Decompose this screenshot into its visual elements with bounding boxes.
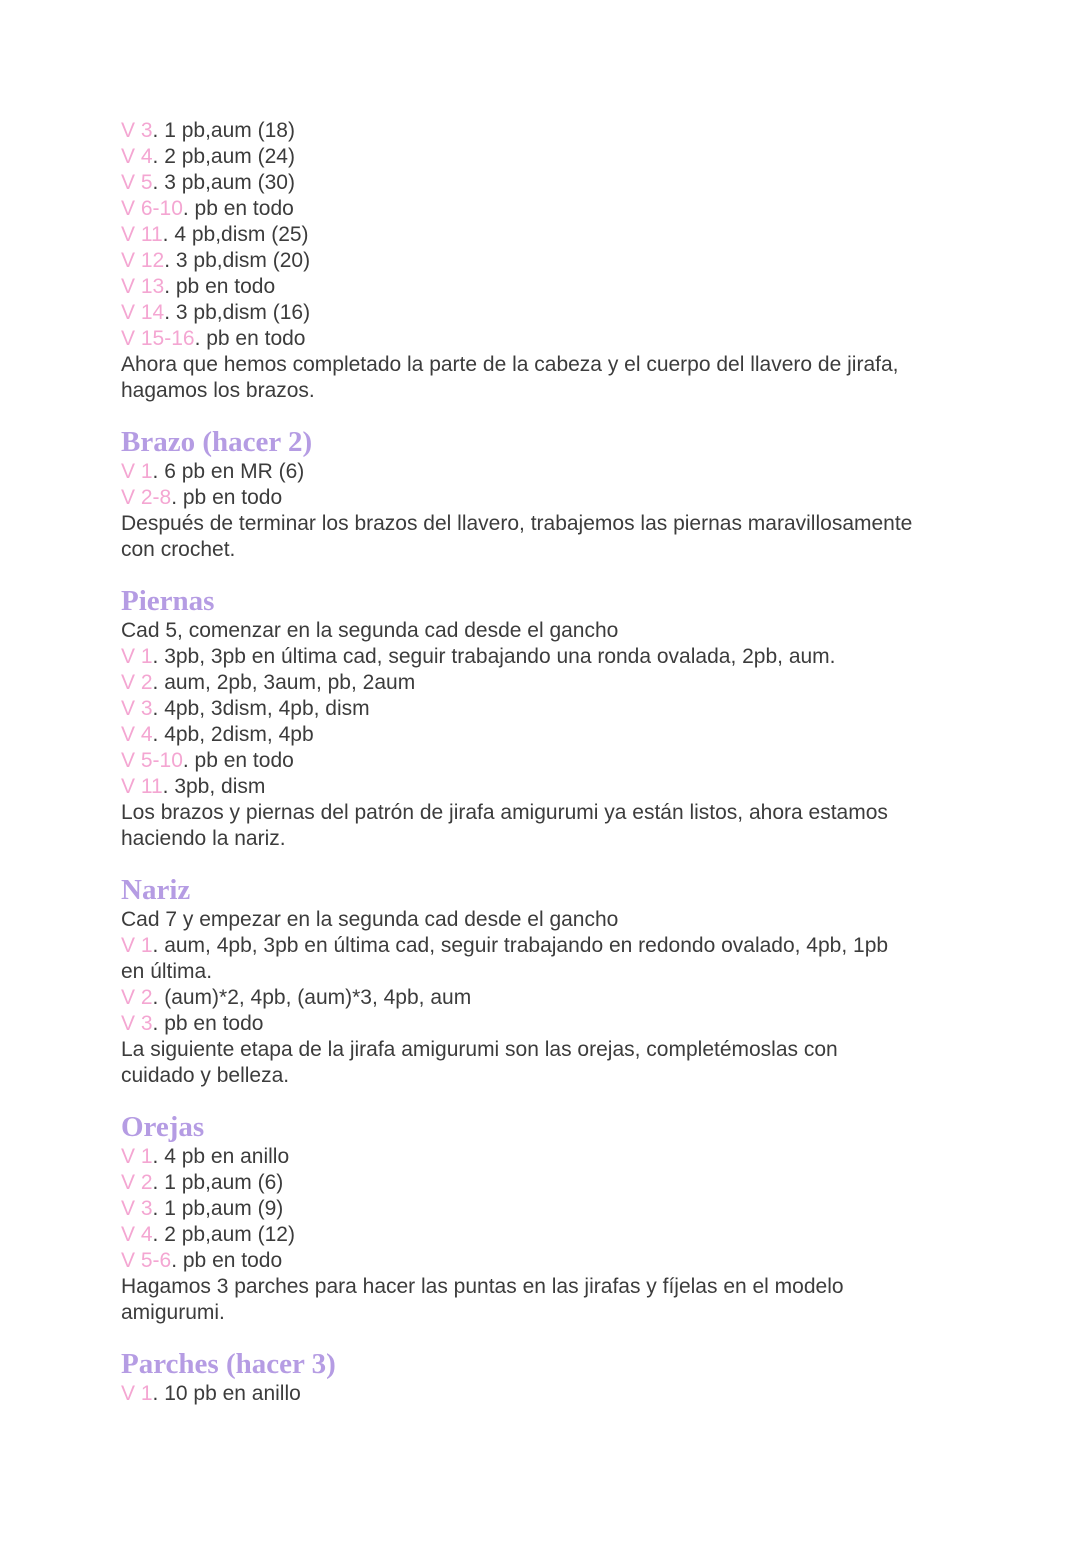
round-number: V 5 xyxy=(121,171,153,194)
round-number: V 3 xyxy=(121,119,153,142)
round-instructions: . 4 pb en anillo xyxy=(152,1145,290,1168)
pattern-section xyxy=(121,118,966,404)
pattern-row xyxy=(121,300,966,326)
pattern-row xyxy=(121,1144,966,1170)
round-number: V 15-16 xyxy=(121,327,195,350)
section-note-line: con crochet. xyxy=(121,538,236,561)
round-number: V 1 xyxy=(121,1145,153,1168)
pattern-row xyxy=(121,933,966,959)
section-note-line: Ahora que hemos completado la parte de la cabeza y el cuerpo del llavero de jirafa, xyxy=(121,353,899,376)
pattern-section xyxy=(121,1111,966,1326)
round-instructions: . 3 pb,dism (16) xyxy=(164,301,311,324)
round-number: V 4 xyxy=(121,1223,153,1246)
round-number: V 2 xyxy=(121,671,153,694)
round-number: V 5-10 xyxy=(121,749,183,772)
pattern-row xyxy=(121,118,966,144)
round-instructions: . pb en todo xyxy=(171,486,283,509)
round-number: V 13 xyxy=(121,275,165,298)
round-instructions: . pb en todo xyxy=(171,1249,283,1272)
pattern-row xyxy=(121,196,966,222)
section-note-line: amigurumi. xyxy=(121,1301,225,1324)
pattern-row xyxy=(121,1011,966,1037)
round-number: V 1 xyxy=(121,934,153,957)
pattern-row xyxy=(121,1196,966,1222)
pattern-row xyxy=(121,274,966,300)
round-number: V 6-10 xyxy=(121,197,183,220)
pattern-row xyxy=(121,1222,966,1248)
pattern-row xyxy=(121,170,966,196)
section-heading: Parches (hacer 3) xyxy=(121,1348,336,1380)
round-number: V 14 xyxy=(121,301,165,324)
round-instructions: . pb en todo xyxy=(164,275,276,298)
round-instructions: . 3 pb,dism (20) xyxy=(164,249,311,272)
section-heading: Piernas xyxy=(121,585,215,617)
round-instructions: . pb en todo xyxy=(194,327,306,350)
round-number: V 3 xyxy=(121,697,153,720)
round-instructions: . 6 pb en MR (6) xyxy=(152,460,305,483)
round-instructions: . aum, 4pb, 3pb en última cad, seguir trabajando en redondo ovalado, 4pb, 1pb xyxy=(152,934,889,957)
pattern-row xyxy=(121,774,966,800)
pattern-row xyxy=(121,644,966,670)
round-number: V 12 xyxy=(121,249,165,272)
round-instructions: . 1 pb,aum (9) xyxy=(152,1197,284,1220)
round-number: V 2 xyxy=(121,1171,153,1194)
round-instructions: . 1 pb,aum (18) xyxy=(152,119,295,142)
pattern-row xyxy=(121,1248,966,1274)
round-instructions: . 4 pb,dism (25) xyxy=(162,223,309,246)
pattern-row xyxy=(121,1170,966,1196)
section-note-line: Hagamos 3 parches para hacer las puntas en las jirafas y fíjelas en el modelo xyxy=(121,1275,844,1298)
section-note-line: hagamos los brazos. xyxy=(121,379,315,402)
pattern-row xyxy=(121,696,966,722)
section-note-line: haciendo la nariz. xyxy=(121,827,286,850)
pattern-row xyxy=(121,748,966,774)
pattern-row xyxy=(121,326,966,352)
round-instructions: . pb en todo xyxy=(152,1012,264,1035)
round-number: V 11 xyxy=(121,775,163,798)
round-instructions: . 3 pb,aum (30) xyxy=(152,171,295,194)
round-instructions: . 10 pb en anillo xyxy=(152,1382,301,1405)
pattern-section xyxy=(121,1348,966,1407)
section-note-line: Después de terminar los brazos del llavero, trabajemos las piernas maravillosamente xyxy=(121,512,913,535)
round-number: V 3 xyxy=(121,1197,153,1220)
round-instructions: . pb en todo xyxy=(182,197,294,220)
section-note-line: cuidado y belleza. xyxy=(121,1064,290,1087)
section-intro: Cad 7 y empezar en la segunda cad desde el gancho xyxy=(121,908,619,931)
pattern-row xyxy=(121,722,966,748)
pattern-row xyxy=(121,1381,966,1407)
pattern-section xyxy=(121,426,966,563)
pattern-section xyxy=(121,874,966,1089)
round-instructions: . pb en todo xyxy=(182,749,294,772)
round-instructions: . 3pb, dism xyxy=(162,775,266,798)
round-number: V 2-8 xyxy=(121,486,172,509)
round-number: V 1 xyxy=(121,1382,153,1405)
section-heading: Orejas xyxy=(121,1111,205,1143)
round-number: V 3 xyxy=(121,1012,153,1035)
round-instructions: . 1 pb,aum (6) xyxy=(152,1171,284,1194)
round-number: V 1 xyxy=(121,645,153,668)
round-instructions: . aum, 2pb, 3aum, pb, 2aum xyxy=(152,671,416,694)
pattern-row xyxy=(121,144,966,170)
pattern-row xyxy=(121,985,966,1011)
round-instructions: . 2 pb,aum (24) xyxy=(152,145,295,168)
section-heading: Brazo (hacer 2) xyxy=(121,426,313,458)
round-number: V 4 xyxy=(121,145,153,168)
pattern-row xyxy=(121,485,966,511)
pattern-row xyxy=(121,459,966,485)
round-instructions: . 2 pb,aum (12) xyxy=(152,1223,295,1246)
section-heading: Nariz xyxy=(121,874,191,906)
section-note-line: La siguiente etapa de la jirafa amigurumi son las orejas, completémoslas con xyxy=(121,1038,838,1061)
round-number: V 5-6 xyxy=(121,1249,172,1272)
pattern-row xyxy=(121,248,966,274)
round-instructions: . (aum)*2, 4pb, (aum)*3, 4pb, aum xyxy=(152,986,472,1009)
round-number: V 1 xyxy=(121,460,153,483)
round-instructions: . 3pb, 3pb en última cad, seguir trabajando una ronda ovalada, 2pb, aum. xyxy=(152,645,836,668)
round-number: V 4 xyxy=(121,723,153,746)
section-note-line: Los brazos y piernas del patrón de jirafa amigurumi ya están listos, ahora estamos xyxy=(121,801,888,824)
round-instructions-continued: en última. xyxy=(121,960,213,983)
round-number: V 2 xyxy=(121,986,153,1009)
pattern-row xyxy=(121,670,966,696)
round-instructions: . 4pb, 3dism, 4pb, dism xyxy=(152,697,370,720)
pattern-row xyxy=(121,222,966,248)
round-instructions: . 4pb, 2dism, 4pb xyxy=(152,723,314,746)
document xyxy=(121,118,966,1407)
pattern-section xyxy=(121,585,966,852)
section-intro: Cad 5, comenzar en la segunda cad desde el gancho xyxy=(121,619,619,642)
round-number: V 11 xyxy=(121,223,163,246)
